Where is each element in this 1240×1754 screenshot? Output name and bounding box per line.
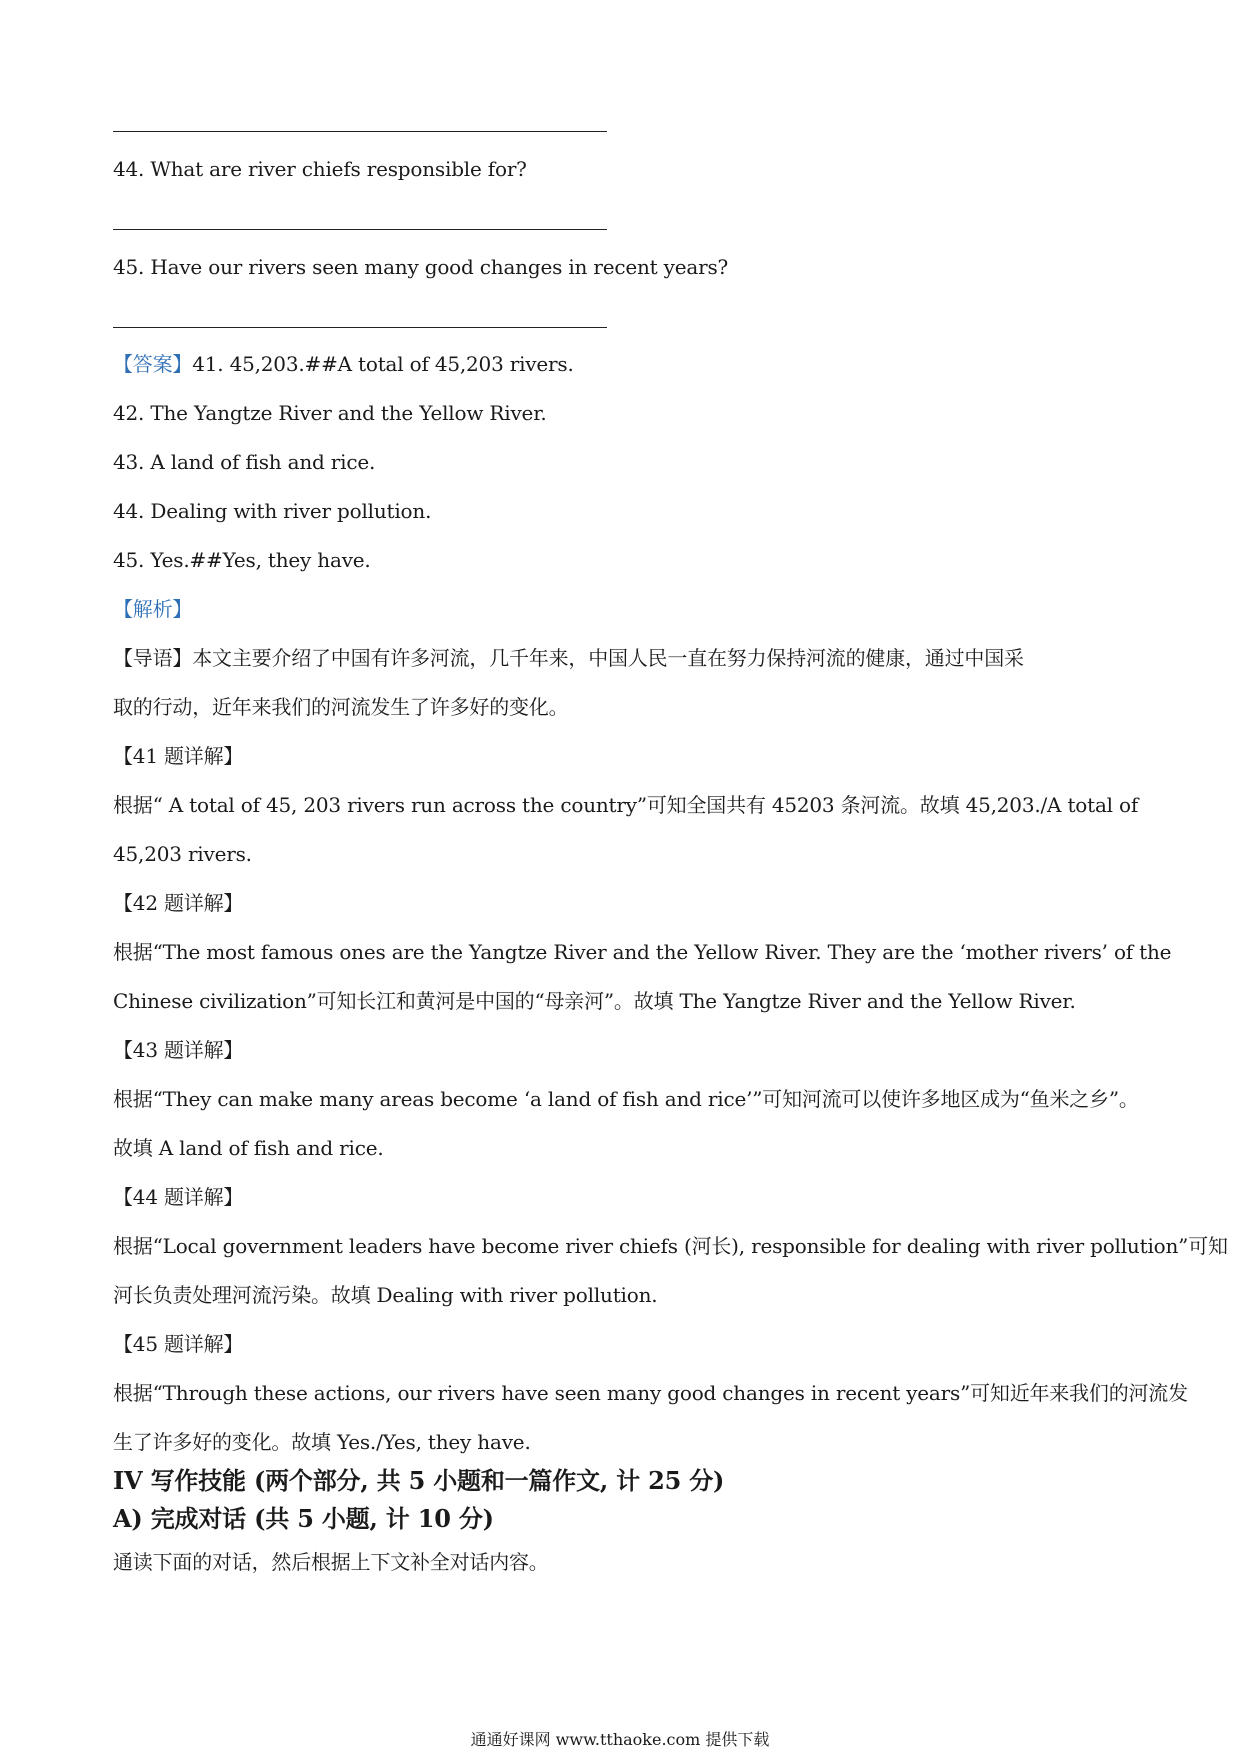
detail-42-line-1: 根据“The most famous ones are the Yangtze River and the Yellow River. They are the ‘mother rivers’ of the	[113, 940, 1172, 964]
page-footer: 通通好课网 www.tthaoke.com 提供下载	[470, 1730, 770, 1749]
detail-41-line-1: 根据“ A total of 45, 203 rivers run across the country”可知全国共有 45203 条河流。故填 45,203./A total of	[113, 793, 1139, 817]
detail-45-title: 【45 题详解】	[113, 1332, 244, 1356]
answer-41-line	[113, 351, 574, 377]
detail-42-title: 【42 题详解】	[113, 891, 244, 915]
section-instruction: 通读下面的对话，然后根据上下文补全对话内容。	[113, 1550, 549, 1574]
answer-blank-line	[113, 131, 607, 132]
answer-label: 【答案】	[113, 352, 193, 376]
detail-43-line-2: 故填 A land of fish and rice.	[113, 1136, 384, 1160]
answer-45: 45. Yes.##Yes, they have.	[113, 548, 371, 572]
detail-41-line-2: 45,203 rivers.	[113, 842, 252, 866]
question-45: 45. Have our rivers seen many good changes in recent years?	[113, 255, 729, 279]
answer-42: 42. The Yangtze River and the Yellow River.	[113, 401, 547, 425]
intro-line-1: 【导语】本文主要介绍了中国有许多河流，几千年来，中国人民一直在努力保持河流的健康，通过中国采	[113, 646, 1024, 670]
detail-42-line-2: Chinese civilization”可知长江和黄河是中国的“母亲河”。故填 The Yangtze River and the Yellow River.	[113, 989, 1076, 1013]
answer-44: 44. Dealing with river pollution.	[113, 499, 432, 523]
answer-blank-line	[113, 229, 607, 230]
detail-45-line-1: 根据“Through these actions, our rivers have seen many good changes in recent years”可知近年来我们的河流发	[113, 1381, 1188, 1405]
detail-45-line-2: 生了许多好的变化。故填 Yes./Yes, they have.	[113, 1430, 531, 1454]
detail-43-title: 【43 题详解】	[113, 1038, 244, 1062]
answer-blank-line	[113, 327, 607, 328]
intro-line-2: 取的行动，近年来我们的河流发生了许多好的变化。	[113, 695, 569, 719]
section-title: IV 写作技能 (两个部分, 共 5 小题和一篇作文, 计 25 分)	[113, 1466, 725, 1495]
answer-43: 43. A land of fish and rice.	[113, 450, 376, 474]
detail-43-line-1: 根据“They can make many areas become ‘a land of fish and rice’”可知河流可以使许多地区成为“鱼米之乡”。	[113, 1087, 1139, 1111]
detail-44-line-1: 根据“Local government leaders have become river chiefs (河长), responsible for dealing with river pollution”可知	[113, 1234, 1228, 1258]
detail-44-line-2: 河长负责处理河流污染。故填 Dealing with river pollution.	[113, 1283, 658, 1307]
detail-41-title: 【41 题详解】	[113, 744, 244, 768]
analysis-label: 【解析】	[113, 597, 193, 621]
section-subtitle: A) 完成对话 (共 5 小题, 计 10 分)	[113, 1504, 494, 1533]
question-44: 44. What are river chiefs responsible for?	[113, 157, 527, 181]
detail-44-title: 【44 题详解】	[113, 1185, 244, 1209]
answer-41: 41. 45,203.##A total of 45,203 rivers.	[192, 352, 574, 376]
